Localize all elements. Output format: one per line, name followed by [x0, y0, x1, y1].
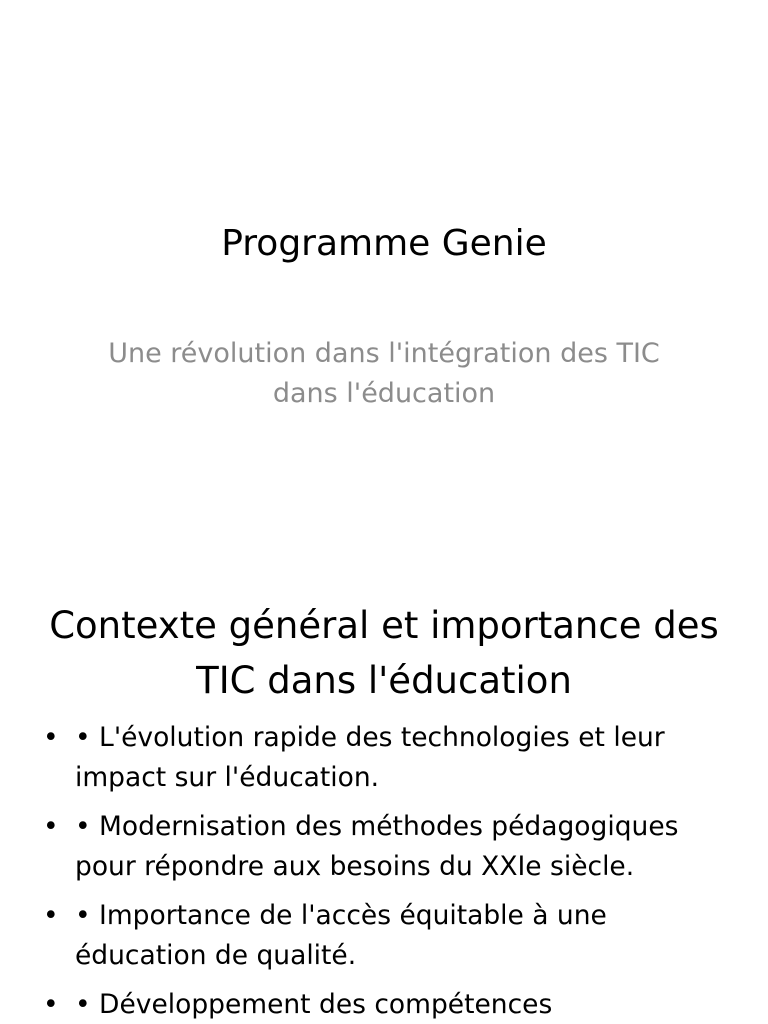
- slide-title: Programme Genie: [221, 223, 547, 264]
- bullet-icon: •: [43, 989, 59, 1020]
- list-item: [40, 718, 740, 798]
- slide-subtitle: Une révolution dans l'intégration des TIC dans l'éducation: [108, 338, 660, 409]
- list-item-text: • L'évolution rapide des technologies et leur impact sur l'éducation.: [75, 722, 665, 793]
- bullet-icon: •: [43, 811, 59, 842]
- bullet-list: [40, 718, 740, 1024]
- bullet-icon: •: [43, 900, 59, 931]
- bullet-icon: •: [43, 722, 59, 753]
- list-item-text: • Importance de l'accès équitable à une éducation de qualité.: [75, 900, 607, 971]
- list-item-text: • Développement des compétences: [75, 989, 553, 1020]
- slide-heading: Contexte général et importance des TIC dans l'éducation: [49, 604, 719, 702]
- content-slide: [0, 576, 768, 1024]
- list-item-text: • Modernisation des méthodes pédagogiques pour répondre aux besoins du XXIe siècle.: [75, 811, 679, 882]
- list-item: [40, 985, 740, 1024]
- list-item: [40, 896, 740, 976]
- list-item: [40, 807, 740, 887]
